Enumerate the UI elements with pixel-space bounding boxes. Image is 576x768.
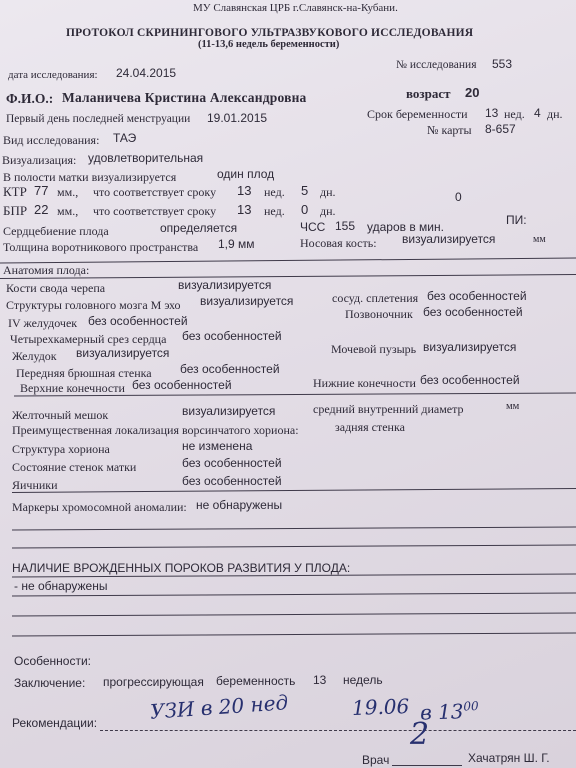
heartbeat-value: определяется <box>160 221 238 235</box>
summary-weeks: 13 <box>313 673 327 687</box>
yolk-label: Желточный мешок <box>12 408 109 422</box>
brain-value: визуализируется <box>200 294 294 308</box>
recommendations-label: Рекомендации: <box>12 716 98 730</box>
features-label: Особенности: <box>14 654 92 668</box>
ktr-mm: мм., <box>57 185 79 199</box>
divider-line <box>12 488 576 493</box>
exam-no-label: № исследования <box>396 59 477 71</box>
doctor-signature: 2 <box>410 717 430 752</box>
ktr-label: КТР <box>3 184 27 199</box>
ktr-corresponds: что соответствует сроку <box>93 185 217 199</box>
uterine-walls-label: Состояние стенок матки <box>12 460 137 474</box>
markers-value: не обнаружены <box>196 498 283 512</box>
ovaries-label: Яичники <box>12 478 58 492</box>
lower-limbs-value: без особенностей <box>420 373 520 387</box>
bpr-corresponds: что соответствует сроку <box>93 204 217 218</box>
chss-unit: ударов в мин. <box>367 220 444 234</box>
term-label: Срок беременности <box>367 107 468 121</box>
bladder-label: Мочевой пузырь <box>331 342 417 356</box>
pi-value: 0 <box>455 190 462 204</box>
bpr-label: БПР <box>3 203 28 218</box>
term-days-unit: дн. <box>547 107 563 121</box>
upper-limbs-label: Верхние конечности <box>20 381 125 395</box>
divider-line <box>12 633 576 637</box>
heart-value: без особенностей <box>182 329 282 343</box>
ktr-weeks-unit: нед. <box>264 185 285 199</box>
skull-label: Кости свода черепа <box>6 281 106 295</box>
bpr-days: 0 <box>301 202 309 217</box>
summary-label: Заключение: <box>14 676 86 690</box>
exam-type: ТАЭ <box>113 131 137 145</box>
lower-limbs-label: Нижние конечности <box>313 376 416 390</box>
exam-no: 553 <box>492 57 513 71</box>
markers-label: Маркеры хромосомной аномалии: <box>12 500 187 514</box>
chorion-structure-value: не изменена <box>182 439 253 453</box>
chorion-location-label: Преимущественная локализация ворсинчатого хориона: <box>12 423 299 437</box>
card-number: 8-657 <box>485 122 516 136</box>
divider-line <box>12 613 576 617</box>
ktr-days-unit: дн. <box>320 185 336 199</box>
visual-value: удовлетворительная <box>88 151 204 165</box>
institution-name: МУ Славянская ЦРБ г.Славянск-на-Кубани. <box>193 2 398 14</box>
bpr-value: 22 <box>34 202 49 217</box>
spine-value: без особенностей <box>423 305 523 319</box>
chss-value: 155 <box>335 219 356 233</box>
upper-limbs-value: без особенностей <box>132 378 232 392</box>
ventricle-value: без особенностей <box>88 314 188 328</box>
patient-name: Маланичева Кристина Александровна <box>62 90 307 105</box>
abdwall-label: Передняя брюшная стенка <box>16 366 152 380</box>
skull-value: визуализируется <box>178 278 272 292</box>
nt-value: 1,9 мм <box>218 237 255 251</box>
ventricle-label: IV желудочек <box>8 316 78 330</box>
plexus-value: без особенностей <box>427 289 527 303</box>
stomach-label: Желудок <box>12 349 57 363</box>
ktr-value: 77 <box>34 183 49 198</box>
uterine-walls-value: без особенностей <box>182 456 282 470</box>
spine-label: Позвоночник <box>345 307 413 321</box>
bpr-weeks-unit: нед. <box>264 204 285 218</box>
lmp-date: 19.01.2015 <box>207 111 268 125</box>
plexus-label: сосуд. сплетения <box>332 291 419 305</box>
divider-line <box>12 527 576 531</box>
pi-label: ПИ: <box>506 213 527 227</box>
term-weeks: 13 <box>485 106 499 120</box>
chorion-location-value: задняя стенка <box>335 420 405 434</box>
exam-date: 24.04.2015 <box>116 66 177 80</box>
fio-label: Ф.И.О.: <box>6 91 54 106</box>
nasal-label: Носовая кость: <box>300 236 377 250</box>
yolk-value: визуализируется <box>182 404 276 418</box>
ktr-weeks: 13 <box>237 183 252 198</box>
handwritten-date: 19.06 <box>351 694 410 720</box>
nt-label: Толщина воротникового пространства <box>3 240 199 254</box>
exam-date-label: дата исследования: <box>8 69 98 81</box>
anatomy-section-title: Анатомия плода: <box>3 263 90 277</box>
cavity-label: В полости матки визуализируется <box>3 170 177 184</box>
cavity-value: один плод <box>217 167 275 181</box>
handwritten-recommendation: УЗИ в 20 нед <box>149 690 289 724</box>
doctor-label: Врач <box>362 753 390 767</box>
ovaries-value: без особенностей <box>182 474 282 488</box>
handwritten-time: в $13^{00}$ <box>419 698 479 725</box>
protocol-title: ПРОТОКОЛ СКРИНИНГОВОГО УЛЬТРАЗВУКОВОГО ИССЛЕДОВАНИЯ <box>66 27 474 39</box>
bpr-weeks: 13 <box>237 202 252 217</box>
age-value: 20 <box>465 85 480 100</box>
stomach-value: визуализируется <box>76 346 170 360</box>
lmp-label: Первый день последней менструации <box>6 113 191 125</box>
bpr-mm: мм., <box>57 204 79 218</box>
term-days: 4 <box>534 106 541 120</box>
summary-pregnancy: беременность <box>216 674 296 688</box>
age-label: возраст <box>406 86 451 101</box>
chorion-structure-label: Структура хориона <box>12 442 110 456</box>
diameter-label: средний внутренний диаметр <box>313 402 464 416</box>
recommendations-line <box>100 730 576 731</box>
visual-label: Визуализация: <box>2 153 77 167</box>
term-weeks-unit: нед. <box>504 107 525 121</box>
exam-type-label: Вид исследования: <box>3 133 100 147</box>
chss-label: ЧСС <box>300 220 326 234</box>
diameter-unit: мм <box>506 401 520 412</box>
divider-line <box>12 593 576 597</box>
summary-weeks-unit: недель <box>343 673 383 687</box>
summary-progressing: прогрессирующая <box>103 675 204 689</box>
divider-line <box>12 545 576 549</box>
bpr-days-unit: дн. <box>320 204 336 218</box>
heart-label: Четырехкамерный срез сердца <box>10 332 167 346</box>
signature-line <box>392 765 462 766</box>
defects-title: НАЛИЧИЕ ВРОЖДЕННЫХ ПОРОКОВ РАЗВИТИЯ У ПЛОДА: <box>12 561 351 575</box>
defects-value: - не обнаружены <box>14 579 108 593</box>
abdwall-value: без особенностей <box>180 362 280 376</box>
bladder-value: визуализируется <box>423 340 517 354</box>
card-label: № карты <box>427 123 472 137</box>
nasal-value: визуализируется <box>402 232 496 246</box>
doctor-name: Хачатрян Ш. Г. <box>468 751 550 765</box>
brain-label: Структуры головного мозга М эхо <box>6 298 181 312</box>
nasal-unit: мм <box>533 234 546 245</box>
ktr-days: 5 <box>301 183 309 198</box>
protocol-subtitle: (11-13,6 недель беременности) <box>198 39 340 50</box>
heartbeat-label: Сердцебиение плода <box>3 224 109 238</box>
